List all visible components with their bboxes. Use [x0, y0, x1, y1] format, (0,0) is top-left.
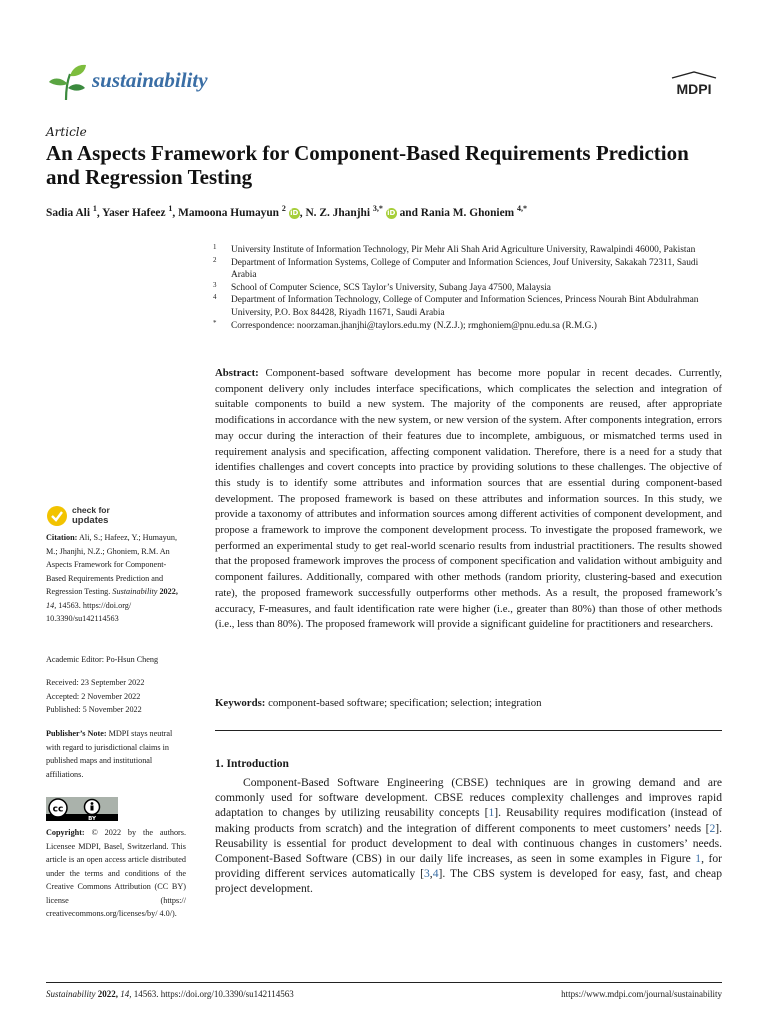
citation: [46, 531, 186, 626]
svg-text:MDPI: MDPI: [676, 81, 712, 97]
footer-journal: Sustainability: [46, 989, 96, 999]
affiliation-text: Department of Information Systems, College of Computer and Information Sciences, Jouf University, Sakakah 72311, Saudi Arabia: [231, 257, 699, 281]
footer-url[interactable]: https://www.mdpi.com/journal/sustainability: [561, 989, 722, 999]
affiliation-text: Department of Information Technology, College of Computer and Information Sciences, Princess Nourah Bint Abdulrahman University, P.O. Box 84428, Riyadh 11671, Saudi Arabia: [231, 295, 699, 318]
publishers-note: [46, 727, 186, 781]
affiliation-number: 1: [213, 243, 217, 251]
author-name: Mamoona Humayun: [178, 206, 280, 219]
ref-link[interactable]: 1: [488, 806, 495, 820]
article-title: An Aspects Framework for Component-Based Requirements Prediction and Regression Testing: [46, 141, 689, 189]
affiliation-item: [213, 294, 723, 319]
author-affil-marker: 1: [92, 204, 97, 213]
cc-by-license-icon[interactable]: [46, 797, 118, 821]
footer-year: 2022,: [97, 989, 118, 999]
note-text: MDPI stays neutral with regard to jurisdictional claims in published maps and institutional affiliations.: [46, 729, 173, 779]
affiliation-item: [213, 244, 723, 257]
author-affil-marker: 4,*: [517, 204, 528, 213]
figure-link[interactable]: 1: [695, 852, 702, 866]
copyright-text: © 2022 by the authors. Licensee MDPI, Basel, Switzerland. This article is an open access article distributed under the terms and conditions of the Creative Commons Attribution (CC BY) license (https:// creativecommons.org/licenses/by/ 4.0/).: [46, 828, 187, 918]
abstract: [215, 366, 722, 633]
journal-name: sustainability: [92, 68, 208, 92]
author-name: N. Z. Jhanjhi: [305, 206, 371, 219]
dates: [46, 676, 186, 717]
affiliations: [213, 244, 723, 332]
footer-citation: [46, 989, 294, 999]
academic-editor: Academic Editor: Po-Hsun Cheng: [46, 655, 159, 664]
author-name: Yaser Hafeez: [102, 206, 166, 219]
orcid-icon[interactable]: iD: [290, 208, 299, 217]
affiliation-number: 3: [213, 280, 217, 289]
citation-doi[interactable]: 14563. https://doi.org/ 10.3390/su142114563: [46, 600, 132, 623]
author-separator: ,: [299, 206, 306, 219]
check-for-updates-button[interactable]: [46, 505, 166, 527]
ref-link[interactable]: 4: [432, 867, 439, 881]
author-separator: ,: [96, 206, 103, 219]
section-divider: [215, 730, 722, 731]
affiliation-item: [213, 282, 723, 295]
copyright-label: Copyright:: [46, 828, 85, 837]
author-separator: and: [396, 206, 421, 219]
keywords-text: component-based software; specification; selection; integration: [268, 697, 542, 709]
author-name: Sadia Ali: [46, 206, 90, 219]
intro-text-3: . Reusability is essential for product development to deal with continuous changes in customers’ needs. Component-Based Software (CBS) in our daily life increases, as seen in some examples in Figure: [215, 821, 723, 866]
svg-text:cc: cc: [52, 804, 64, 815]
sustainability-logo-icon: [46, 62, 88, 102]
article-type: Article: [46, 125, 87, 139]
abstract-label: Abstract:: [215, 367, 259, 379]
citation-year: 2022,: [159, 587, 178, 596]
affiliation-text: School of Computer Science, SCS Taylor’s University, Subang Jaya 47500, Malaysia: [231, 282, 551, 293]
affiliation-number: 2: [213, 255, 217, 264]
check-updates-icon: [46, 505, 68, 527]
check-label-1: check for: [72, 505, 110, 515]
mdpi-logo-icon: [668, 70, 720, 100]
affiliation-number: *: [213, 318, 217, 327]
intro-text-2: . Reusability requires modification (instead of making products from scratch) and the integration of different components to meet customers’ needs: [215, 806, 722, 835]
author-separator: ,: [172, 206, 179, 219]
section-heading: 1. Introduction: [215, 758, 289, 770]
ref-link[interactable]: 3: [424, 867, 430, 881]
intro-text-4: , for providing different services automatically: [215, 852, 722, 881]
citation-label: Citation:: [46, 533, 78, 542]
note-label: Publisher’s Note:: [46, 729, 107, 738]
intro-text-5: . The CBS system is developed for easy, fast, and cheap project development.: [215, 867, 723, 896]
affiliation-number: 4: [213, 293, 217, 302]
affiliation-text: Correspondence: noorzaman.jhanjhi@taylors.edu.my (N.Z.J.); rmghoniem@pnu.edu.sa (R.M.G.): [231, 320, 597, 331]
author-affil-marker: 3,*: [372, 204, 383, 213]
author-affil-marker: 1: [168, 204, 173, 213]
author-list: [46, 204, 746, 219]
received-date: Received: 23 September 2022: [46, 678, 145, 687]
intro-paragraph: Component-Based Software Engineering (CBSE) techniques are in growing demand and are commonly used for software development. CBSE reduces complexity challenges and improves rapid adaptation to changes by utilizing reusability concepts [1]. Reusability requires modification (instead of making products from scratch) and the integration of different components to meet customers’ needs [2]. Reusability is essential for product development to deal with continuous changes in customers’ needs. Component-Based Software (CBS) in our daily life increases, as seen in some examples in Figure 1, for providing different services automatically [3,4]. The CBS system is developed for easy, fast, and cheap project development.: [215, 776, 723, 896]
affiliation-item: [213, 320, 723, 333]
citation-volume: 14,: [46, 600, 57, 610]
abstract-text: Component-based software development has become more popular in recent decades. Currently, component delivery only includes interface specifications, which complicates the selection and integration of suitable components to build a new system. The majority of the components are reused, after appropriate modifications in accordance with the new system, or new version of the system. After components integration, errors may occur during the interaction of their features due to incomplete, ambiguous, or mismatched terms used in requirement analysis and specification, affecting component validation. Therefore, there is a need for a study that identifies challenges and covert concepts into practice by providing solutions to these challenges. The objective of this study is to identify some attributes and information sources that are essential during component-based development. The proposed framework is based on these attributes and information sources. In this study, we provide a taxonomy of attributes and information sources among different activities of component development, and propose a framework to improve the component development process. To investigate the proposed framework, we performed an experimental study to get real-world scenario results from industrial practitioners. The results showed that the proposed framework improves the process of component specification and validation without ambiguity and component failures. Additionally, compared with other methods (random priority, clustering-based and execution rate), the proposed framework successfully outperforms other methods. As a result, the proposed framework’s accuracy, F-measures, and fault identification rate were higher (i.e., greater than 80%) than those of other methods (i.e., less than 80%). The proposed framework will provide a significant guideline for practitioners and researchers.: [215, 367, 723, 631]
footer-doi[interactable]: 14563. https://doi.org/10.3390/su142114563: [133, 989, 294, 999]
accepted-date: Accepted: 2 November 2022: [46, 691, 141, 701]
keywords-label: Keywords:: [215, 697, 266, 709]
keywords: [215, 697, 722, 709]
footer-volume: 14,: [120, 989, 132, 999]
cc-by-text: BY: [88, 816, 96, 821]
published-date: Published: 5 November 2022: [46, 705, 142, 714]
footer-divider: [46, 982, 722, 983]
author-affil-marker: 2: [281, 204, 286, 213]
ref-link[interactable]: 2: [709, 821, 716, 835]
affiliation-item: [213, 257, 723, 282]
copyright: [46, 826, 186, 921]
check-label-2: updates: [72, 515, 109, 526]
affiliation-text: University Institute of Information Technology, Pir Mehr Ali Shah Arid Agriculture University, Rawalpindi 46000, Pakistan: [231, 245, 696, 255]
citation-text: Ali, S.; Hafeez, Y.; Humayun, M.; Jhanjhi, N.Z.; Ghoniem, R.M. An Aspects Framework for Component-Based Requirements Prediction and Regression Testing.: [46, 533, 178, 596]
citation-journal: Sustainability: [112, 587, 158, 596]
intro-text-1: Component-Based Software Engineering (CBSE) techniques are in growing demand and are commonly used for software development. CBSE reduces complexity challenges and improves rapid adaptation to changes by utilizing reusability concepts: [215, 776, 722, 820]
author-name: Rania M. Ghoniem: [420, 206, 515, 219]
orcid-icon[interactable]: iD: [387, 208, 396, 217]
